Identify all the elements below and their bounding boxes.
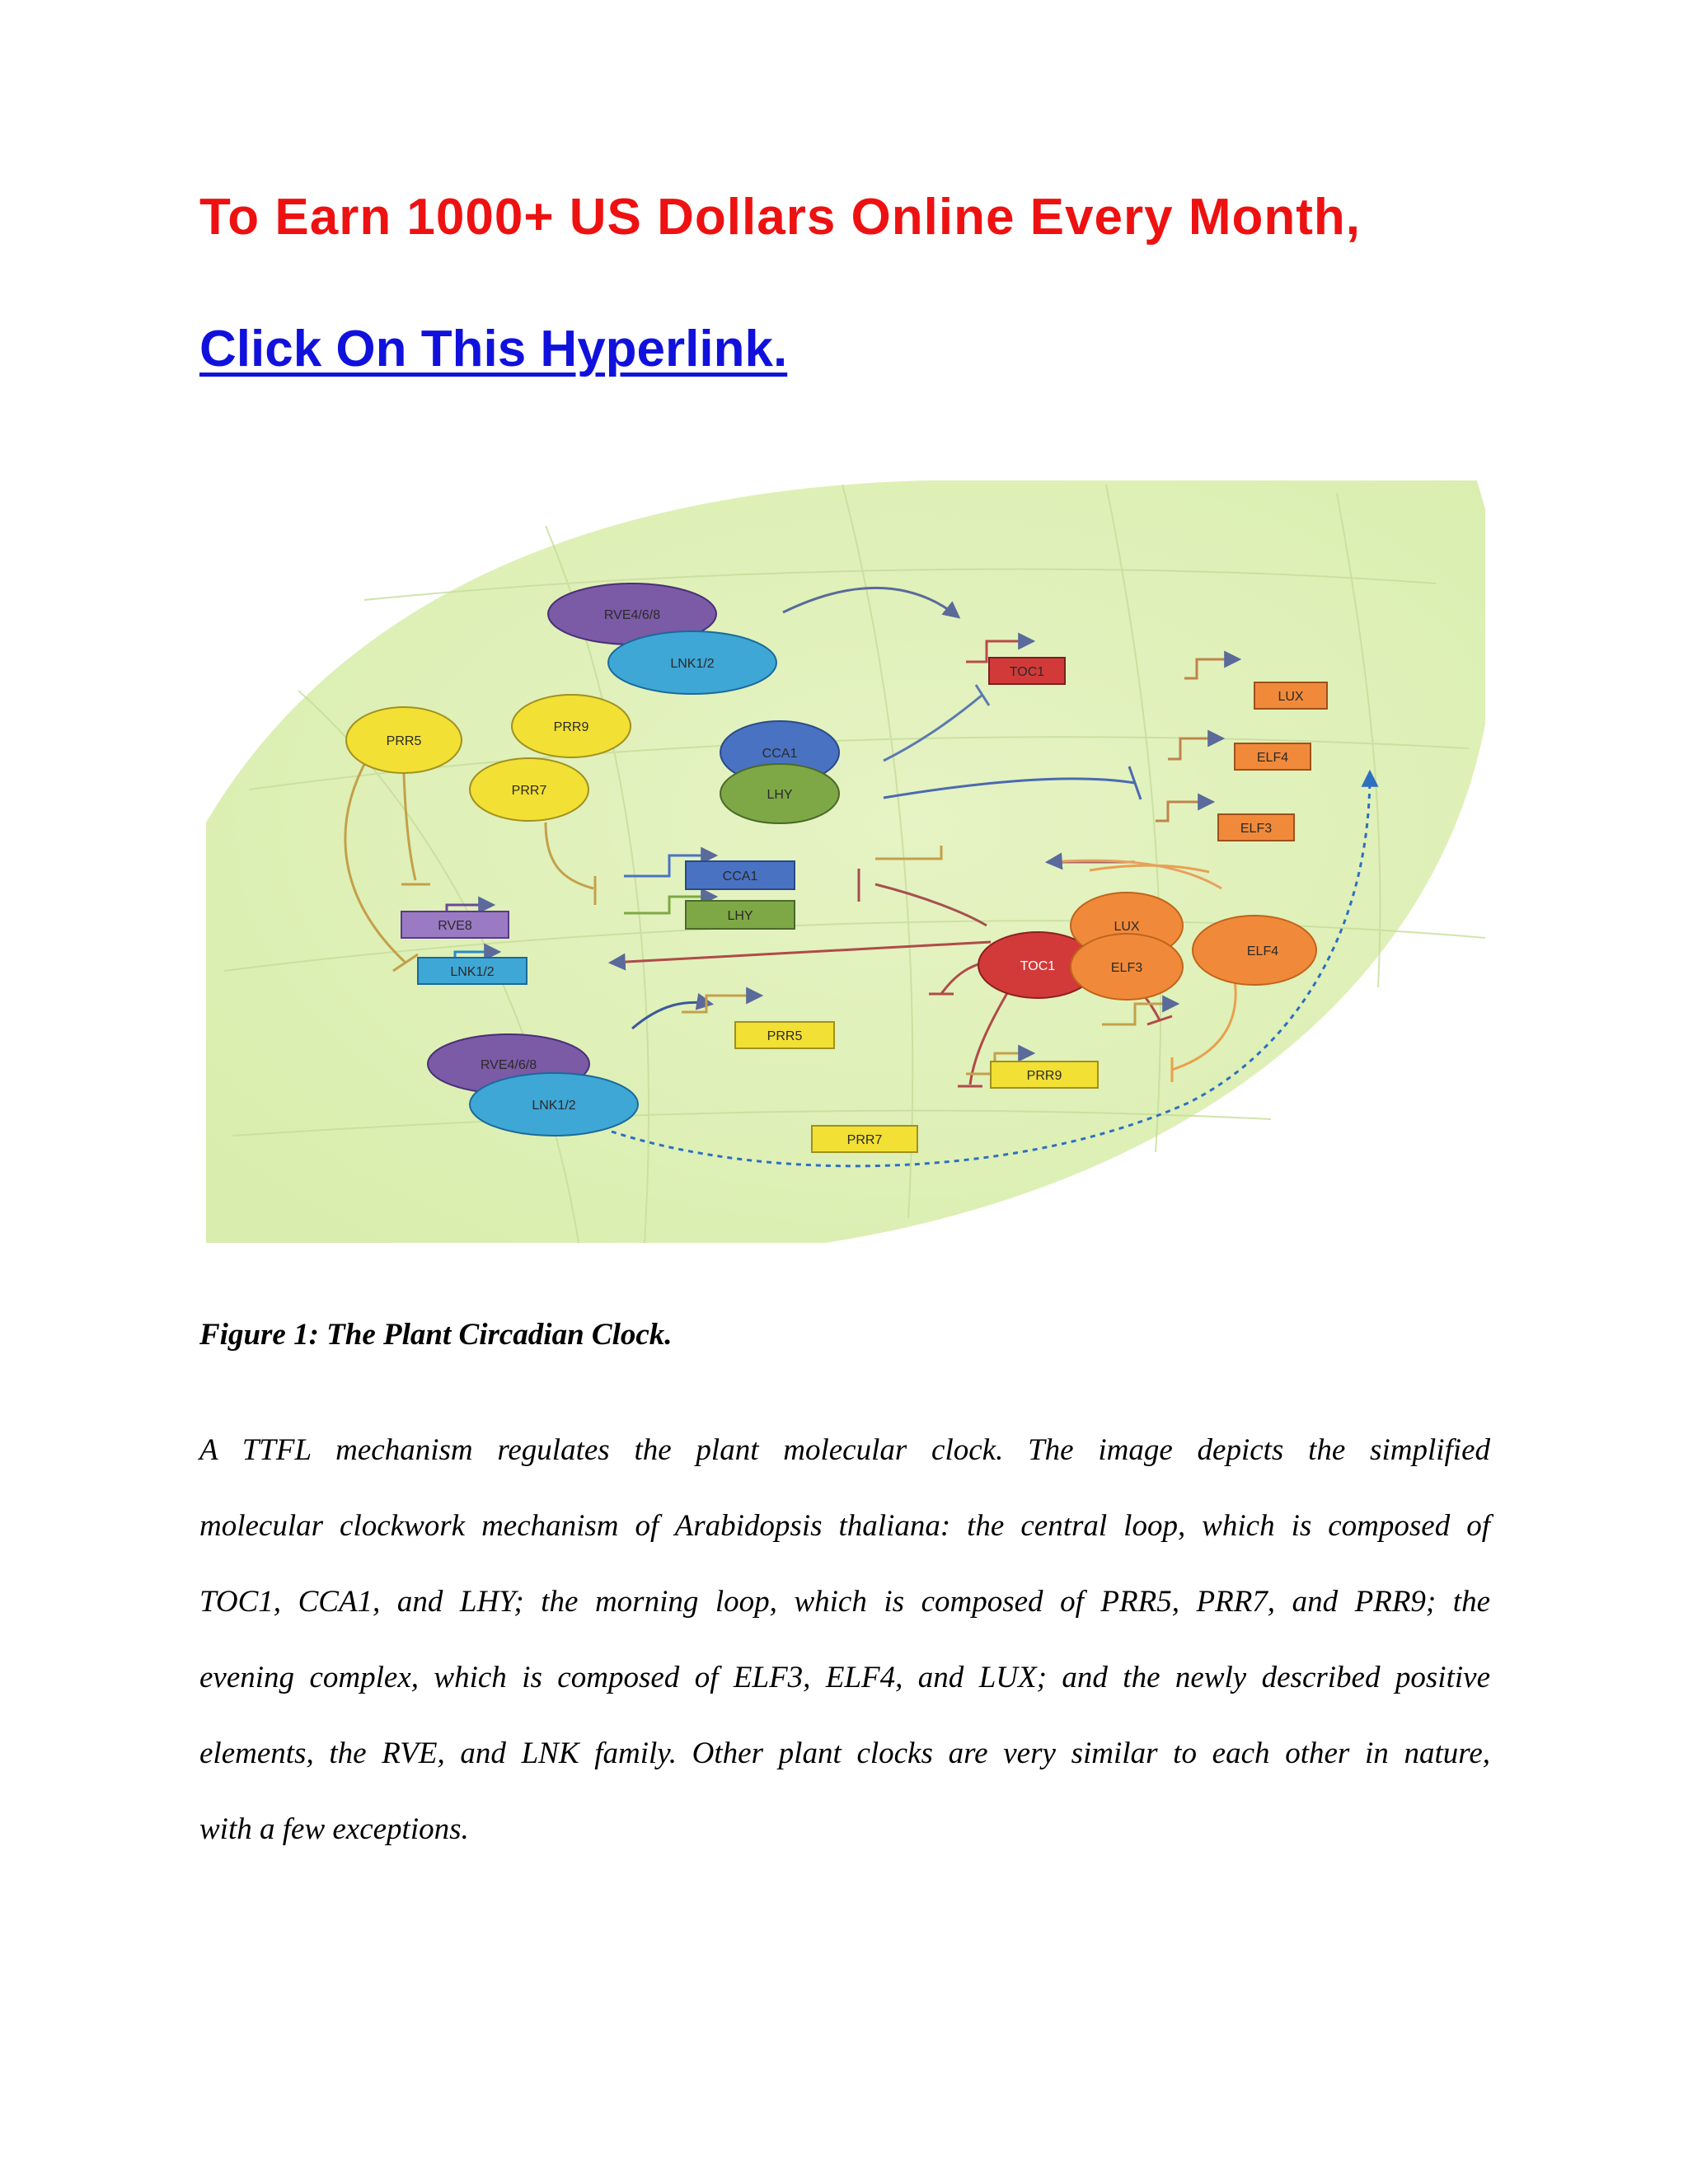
figure-caption-title: Figure 1: The Plant Circadian Clock. <box>199 1318 673 1352</box>
protein-label-lnk-bottom: LNK1/2 <box>532 1099 576 1113</box>
gene-label-lnk12: LNK1/2 <box>450 965 495 979</box>
gene-label-prr9: PRR9 <box>1026 1069 1062 1083</box>
protein-label-elf4: ELF4 <box>1246 944 1279 958</box>
plant-circadian-clock-figure <box>199 476 1485 1243</box>
protein-label-rve-bottom: RVE4/6/8 <box>480 1058 537 1072</box>
protein-label-prr9: PRR9 <box>553 720 589 734</box>
caption-line: with a few exceptions. <box>199 1812 469 1846</box>
protein-label-toc1: TOC1 <box>1020 959 1056 973</box>
protein-label-lhy: LHY <box>767 788 793 802</box>
gene-label-rve8: RVE8 <box>438 919 472 933</box>
gene-label-elf3: ELF3 <box>1240 822 1273 836</box>
protein-label-prr5: PRR5 <box>386 734 422 748</box>
protein-label-lux: LUX <box>1114 920 1140 934</box>
caption-line: elements, the RVE, and LNK family. Other plant clocks are very similar to each other in nature, <box>199 1736 1490 1770</box>
earn-online-hyperlink[interactable]: Click On This Hyperlink. <box>199 321 788 377</box>
gene-label-prr7: PRR7 <box>846 1133 883 1147</box>
protein-label-lnk-top: LNK1/2 <box>670 657 715 671</box>
gene-label-lux: LUX <box>1278 690 1304 704</box>
gene-label-cca1: CCA1 <box>722 869 758 883</box>
gene-label-prr5: PRR5 <box>767 1029 803 1043</box>
protein-label-cca1: CCA1 <box>762 747 798 761</box>
protein-label-elf3: ELF3 <box>1110 961 1143 975</box>
caption-line: A TTFL mechanism regulates the plant molecular clock. The image depicts the simplified <box>199 1433 1490 1467</box>
gene-label-toc1: TOC1 <box>1009 665 1045 679</box>
figure-caption-body <box>199 1413 1490 1868</box>
protein-label-rve-top: RVE4/6/8 <box>603 608 661 622</box>
gene-label-lhy: LHY <box>727 909 753 923</box>
caption-line: TOC1, CCA1, and LHY; the morning loop, which is composed of PRR5, PRR7, and PRR9; the <box>199 1585 1490 1619</box>
caption-line: molecular clockwork mechanism of Arabidopsis thaliana: the central loop, which is composed of <box>199 1509 1490 1543</box>
caption-line: evening complex, which is composed of ELF3, ELF4, and LUX; and the newly described positive <box>199 1661 1490 1694</box>
protein-label-prr7: PRR7 <box>511 784 547 798</box>
gene-label-elf4: ELF4 <box>1256 751 1289 765</box>
headline: To Earn 1000+ US Dollars Online Every Month, <box>199 189 1361 246</box>
